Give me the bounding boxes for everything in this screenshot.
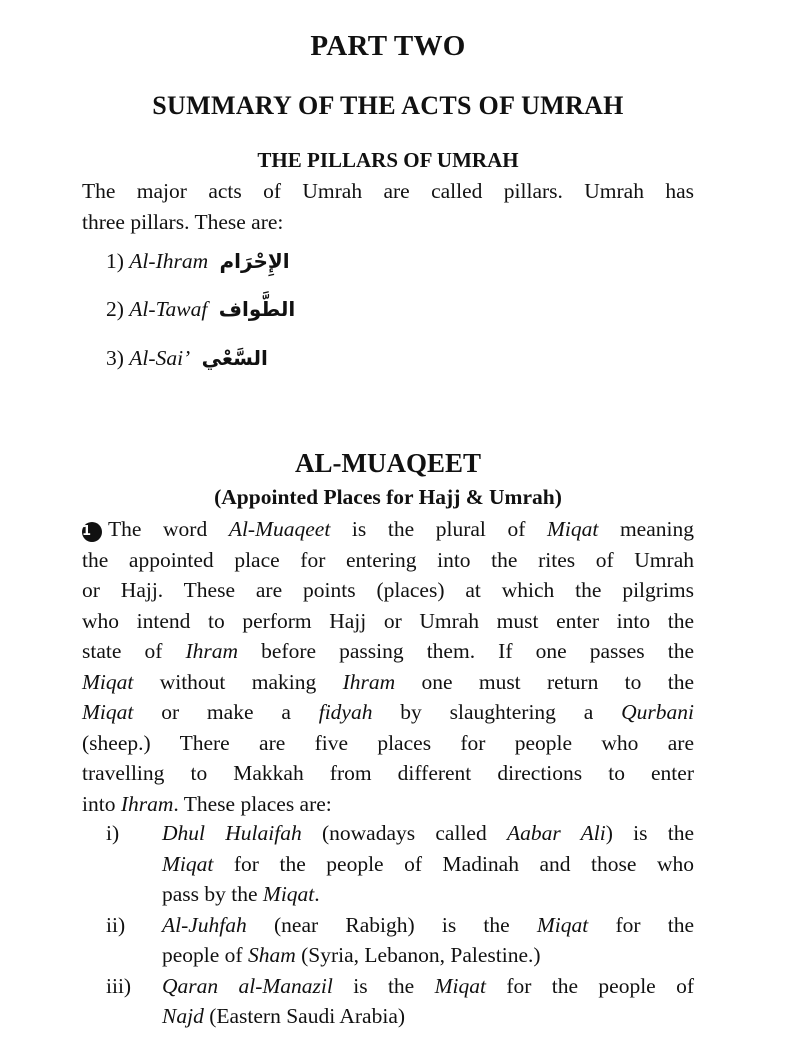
text-run: pass by the (162, 882, 263, 906)
text-run: Aabar Ali (506, 821, 606, 845)
text-run: Qurbani (621, 700, 695, 724)
text-run: is the (332, 973, 435, 998)
pillar-item (106, 246, 290, 276)
list-line (162, 849, 694, 880)
text-run: ) is the (605, 821, 694, 845)
part-title: PART TWO (310, 30, 466, 62)
paragraph-line: or Hajj. These are points (places) at which the pilgrims (82, 578, 694, 602)
text-run: Miqat (162, 851, 214, 876)
muaqeet-subtitle: (Appointed Places for Hajj & Umrah) (214, 485, 562, 509)
text-run: (Eastern Saudi Arabia) (203, 1004, 406, 1028)
list-line (162, 971, 694, 1002)
paragraph-line: (sheep.) There are five places for people who are (82, 730, 694, 755)
pillar-number: 2) (106, 297, 124, 321)
text-run: Al-Muaqeet (228, 517, 331, 541)
list-item (104, 971, 694, 1032)
text-run: or make a (133, 700, 319, 724)
text-run: without making (133, 669, 343, 694)
list-line (162, 1001, 694, 1032)
text-run: people of (162, 943, 248, 967)
list-marker: iii) (106, 973, 132, 998)
text-run: meaning (598, 517, 694, 541)
paragraph-line (82, 667, 694, 698)
text-run: The word (108, 517, 229, 541)
pillar-number: 1) (106, 249, 124, 273)
text-run: Qaran al-Manazil (162, 973, 333, 998)
intro-line: three pillars. These are: (82, 209, 284, 234)
text-run: Al-Juhfah (162, 912, 247, 937)
list-line (162, 818, 694, 849)
text-run: Najd (162, 1004, 204, 1028)
text-run: Miqat (82, 700, 134, 724)
text-run: (nowadays called (301, 821, 507, 845)
list-line (162, 879, 694, 910)
text-run: Dhul Hulaifah (162, 821, 302, 845)
pillar-item (106, 294, 295, 324)
list-item (104, 910, 694, 971)
pillar-transliteration: Al-Tawaf (129, 297, 208, 321)
text-run: Sham (247, 943, 296, 967)
paragraph-line (82, 697, 694, 728)
text-run: Miqat (536, 912, 589, 937)
numbered-bullet-icon: 1 (82, 522, 102, 542)
text-run: before passing them. If one passes the (238, 639, 694, 663)
intro-paragraph (82, 176, 694, 237)
text-run: Miqat (546, 517, 599, 541)
text-run: Miqat (82, 669, 134, 694)
text-run: (Syria, Lebanon, Palestine.) (295, 943, 541, 967)
text-run: Ihram (185, 639, 239, 663)
pillar-arabic: الطَّواف (218, 297, 296, 321)
text-run: for the people of (485, 973, 695, 998)
text-run: Miqat (262, 882, 315, 906)
text-run: is the plural of (330, 517, 547, 541)
list-line (162, 940, 694, 971)
pillar-transliteration: Al-Ihram (129, 249, 209, 273)
paragraph-line: travelling to Makkah from different directions to enter (82, 761, 694, 785)
list-marker: i) (106, 821, 120, 845)
pillar-number: 3) (106, 346, 124, 370)
muaqeet-paragraph (82, 514, 694, 819)
text-run: fidyah (318, 700, 373, 724)
paragraph-line (82, 636, 694, 667)
text-run: . These places are: (173, 791, 332, 816)
list-item (104, 818, 694, 910)
pillar-transliteration: Al-Sai’ (129, 346, 191, 370)
muaqeet-title: AL-MUAQEET (294, 448, 481, 478)
miqat-list (104, 818, 694, 1032)
paragraph-line (82, 514, 694, 545)
pillars-heading: THE PILLARS OF UMRAH (257, 148, 519, 172)
text-run: Miqat (434, 973, 486, 998)
pillar-arabic: السَّعْي (201, 346, 268, 370)
text-run: . (314, 882, 320, 906)
list-line (162, 910, 694, 941)
text-run: Ihram (342, 669, 396, 694)
paragraph-line: who intend to perform Hajj or Umrah must enter into the (82, 608, 694, 633)
text-run: (near Rabigh) is the (246, 912, 537, 937)
text-run: Ihram (120, 791, 174, 816)
text-run: by slaughtering a (372, 700, 622, 724)
pillar-item (106, 343, 268, 373)
pillar-arabic: الإِحْرَام (219, 249, 290, 273)
text-run: into (82, 791, 121, 816)
text-run: for the people of Madinah and those who (213, 851, 694, 876)
text-run: state of (82, 639, 186, 663)
list-marker: ii) (106, 912, 126, 937)
intro-line: The major acts of Umrah are called pillars. Umrah has (82, 179, 694, 203)
text-run: for the (588, 912, 694, 937)
text-run: one must return to the (395, 669, 694, 694)
paragraph-line: the appointed place for entering into the rites of Umrah (82, 547, 694, 572)
paragraph-line (82, 789, 694, 820)
summary-title: SUMMARY OF THE ACTS OF UMRAH (152, 91, 624, 120)
